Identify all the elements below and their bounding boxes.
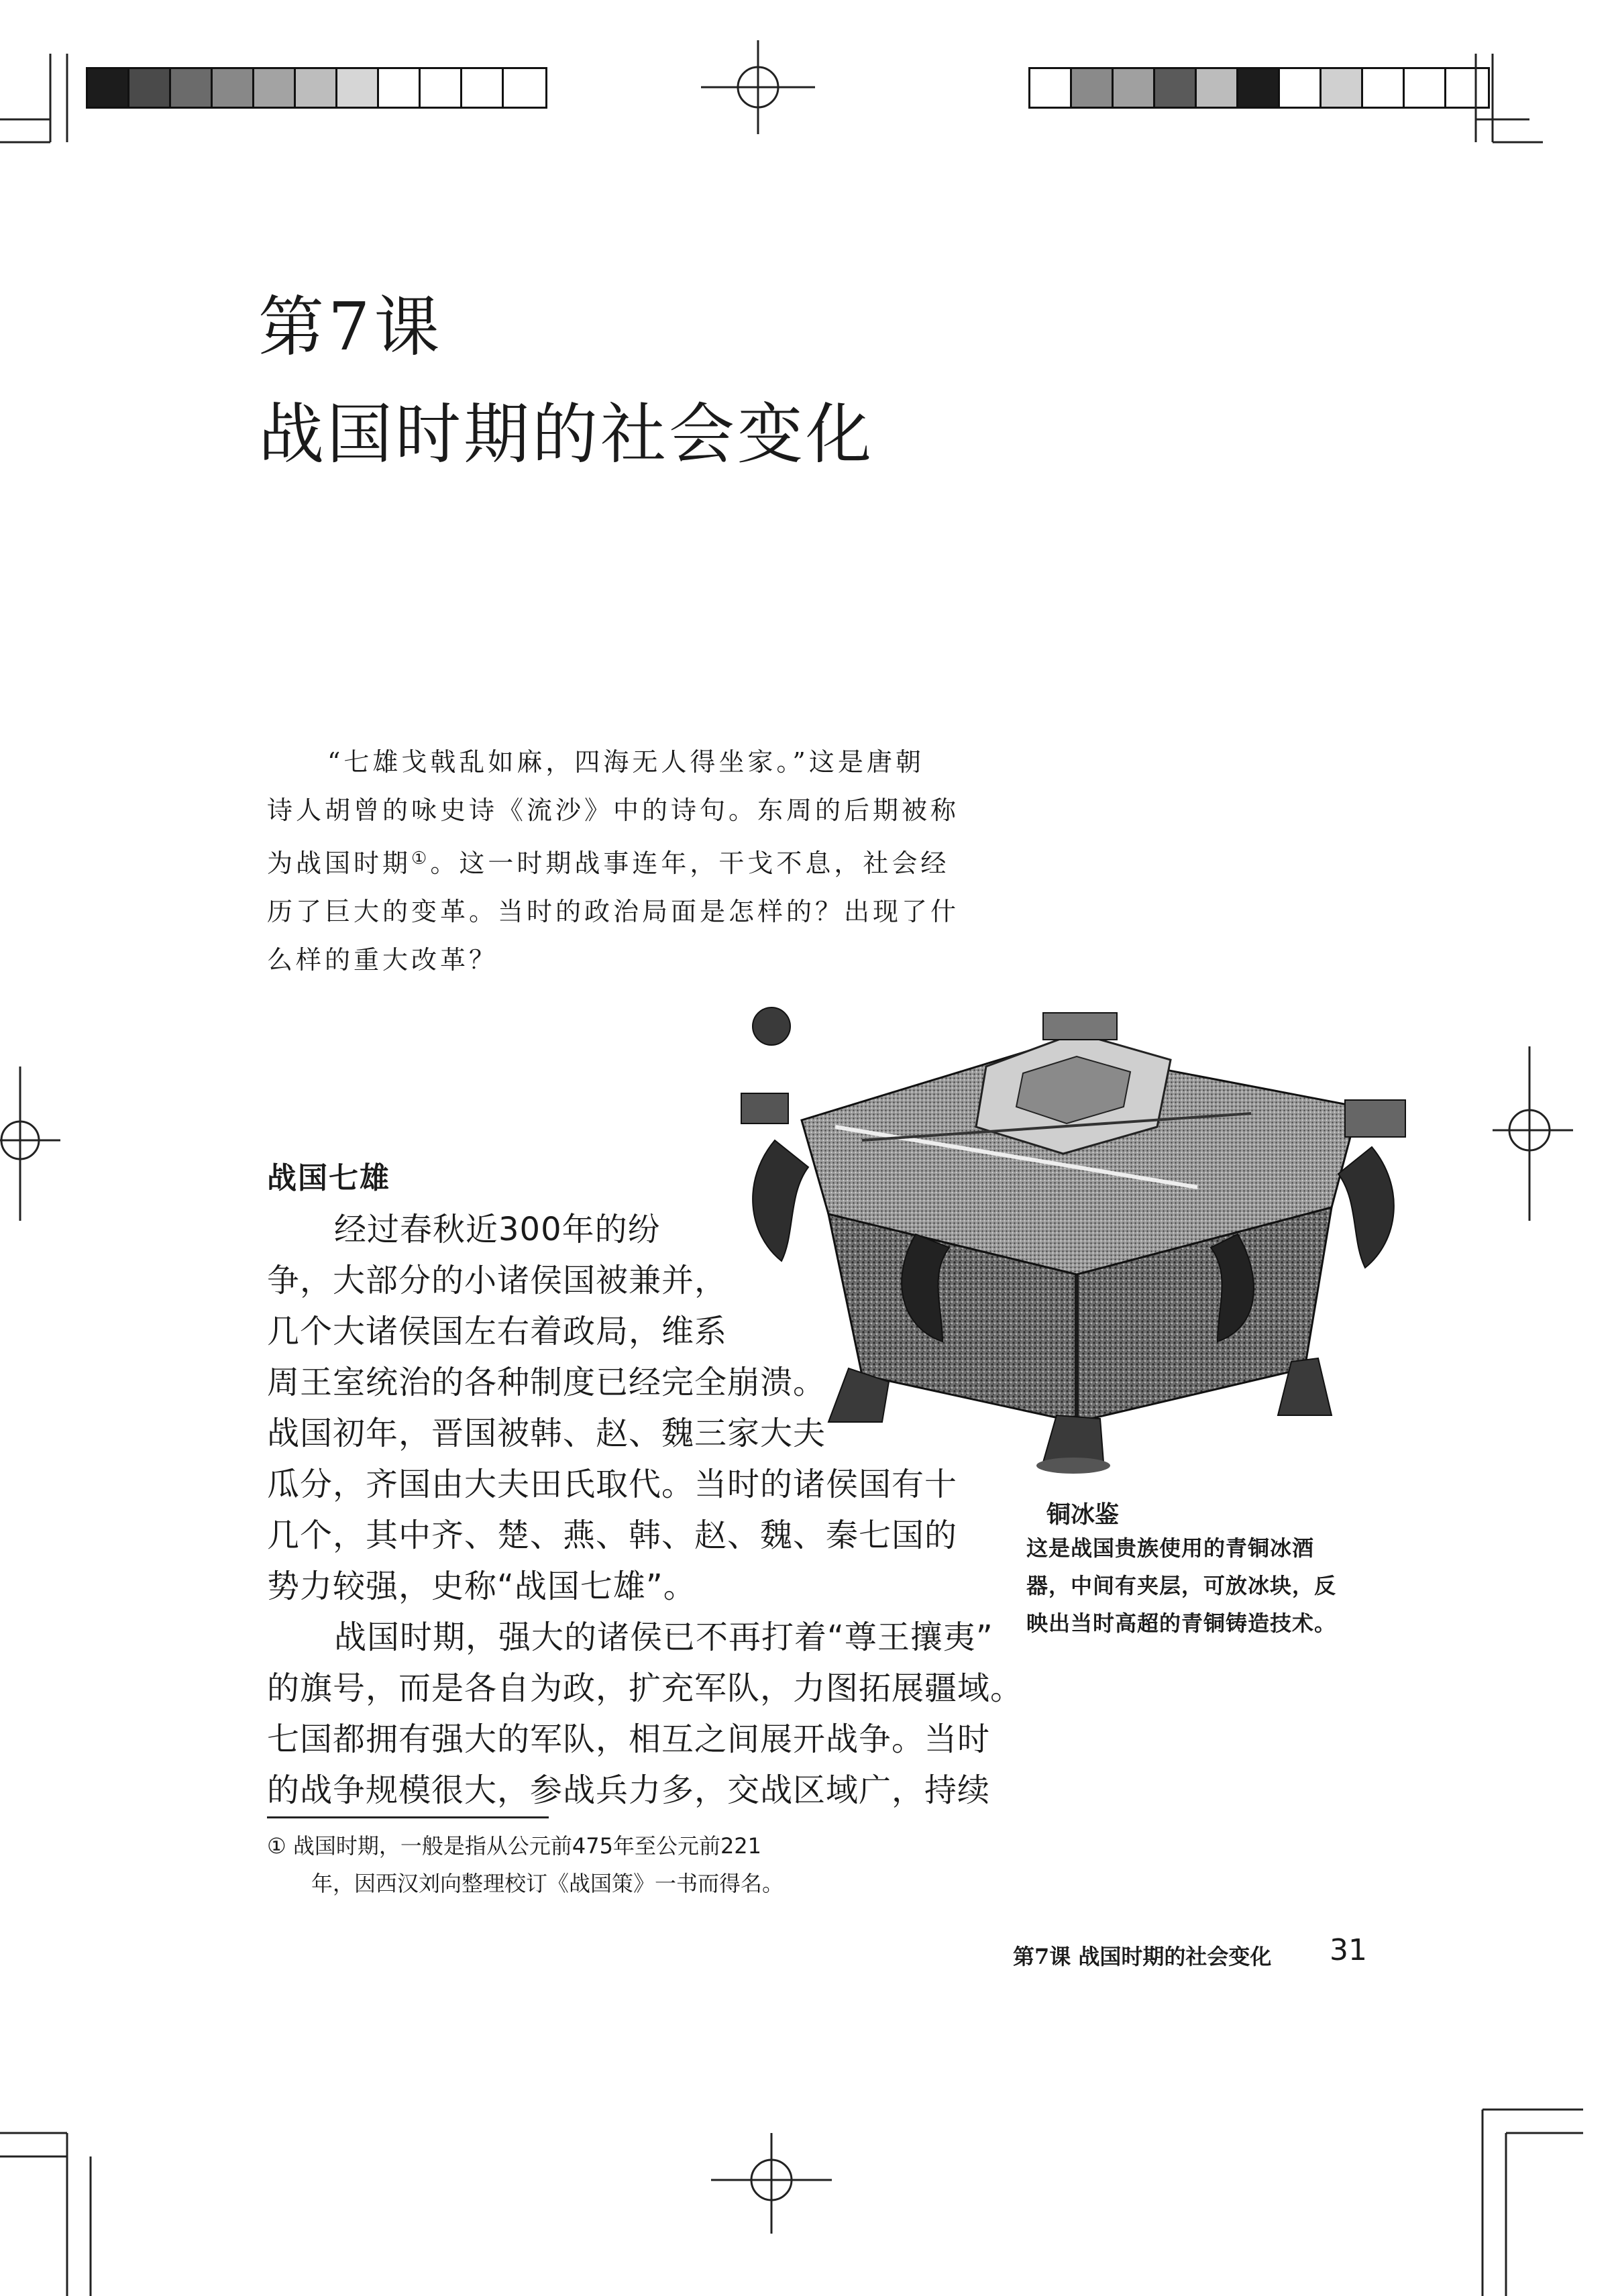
caption-line: 这是战国贵族使用的青铜冰酒 <box>1026 1535 1315 1561</box>
registration-mark-right <box>1493 1046 1616 1221</box>
intro-paragraph <box>267 738 971 984</box>
registration-mark-left <box>0 1067 67 1221</box>
body-line: 七国都拥有强大的军队，相互之间展开战争。当时 <box>267 1720 991 1758</box>
registration-mark-bottom <box>711 2133 832 2234</box>
figure-caption <box>1026 1529 1415 1642</box>
running-footer: 第7课 战国时期的社会变化 <box>1013 1944 1272 1969</box>
intro-line: 历了巨大的变革。当时的政治局面是怎样的？出现了什 <box>267 897 960 926</box>
body-line: 周王室统治的各种制度已经完全崩溃。 <box>267 1364 826 1401</box>
footnote-divider <box>267 1816 549 1818</box>
page-number: 31 <box>1330 1933 1367 1967</box>
figure-title: 铜冰鉴 <box>1046 1501 1120 1529</box>
body-line: 几个，其中齐、楚、燕、韩、赵、魏、秦七国的 <box>267 1517 958 1554</box>
body-line: 战国时期，强大的诸侯已不再打着“尊王攘夷” <box>334 1619 993 1656</box>
footnote-line: ① 战国时期，一般是指从公元前475年至公元前221 <box>267 1833 762 1859</box>
body-line: 经过春秋近300年的纷 <box>334 1211 661 1248</box>
footnote-line: 年，因西汉刘向整理校订《战国策》一书而得名。 <box>311 1871 784 1896</box>
intro-line: “七雄戈戟乱如麻，四海无人得坐家。”这是唐朝 <box>327 747 924 777</box>
caption-line: 器，中间有夹层，可放冰块，反 <box>1026 1573 1337 1598</box>
registration-mark-top <box>701 40 815 134</box>
footnote <box>267 1827 938 1902</box>
lesson-number: 第7课 <box>258 289 444 366</box>
intro-line: 诗人胡曾的咏史诗《流沙》中的诗句。东周的后期被称 <box>267 796 960 825</box>
body-line: 瓜分，齐国由大夫田氏取代。当时的诸侯国有十 <box>267 1466 958 1503</box>
body-line: 几个大诸侯国左右着政局，维系 <box>267 1313 728 1350</box>
footnote-marker: ① <box>411 849 431 869</box>
section-body <box>267 1204 1024 1816</box>
body-line: 的战争规模很大，参战兵力多，交战区域广，持续 <box>267 1771 991 1809</box>
section-heading: 战国七雄 <box>267 1161 390 1195</box>
body-line: 争，大部分的小诸侯国被兼并， <box>267 1262 728 1299</box>
lesson-title: 战国时期的社会变化 <box>258 396 875 473</box>
body-line: 战国初年，晋国被韩、赵、魏三家大夫 <box>267 1415 826 1452</box>
caption-line: 映出当时高超的青铜铸造技术。 <box>1026 1610 1337 1636</box>
body-line: 的旗号，而是各自为政，扩充军队，力图拓展疆域。 <box>267 1670 1024 1707</box>
intro-line: 么样的重大改革？ <box>267 945 498 975</box>
intro-line: 为战国时期①。这一时期战事连年，干戈不息，社会经 <box>267 849 950 878</box>
body-line: 势力较强，史称“战国七雄”。 <box>267 1568 696 1605</box>
